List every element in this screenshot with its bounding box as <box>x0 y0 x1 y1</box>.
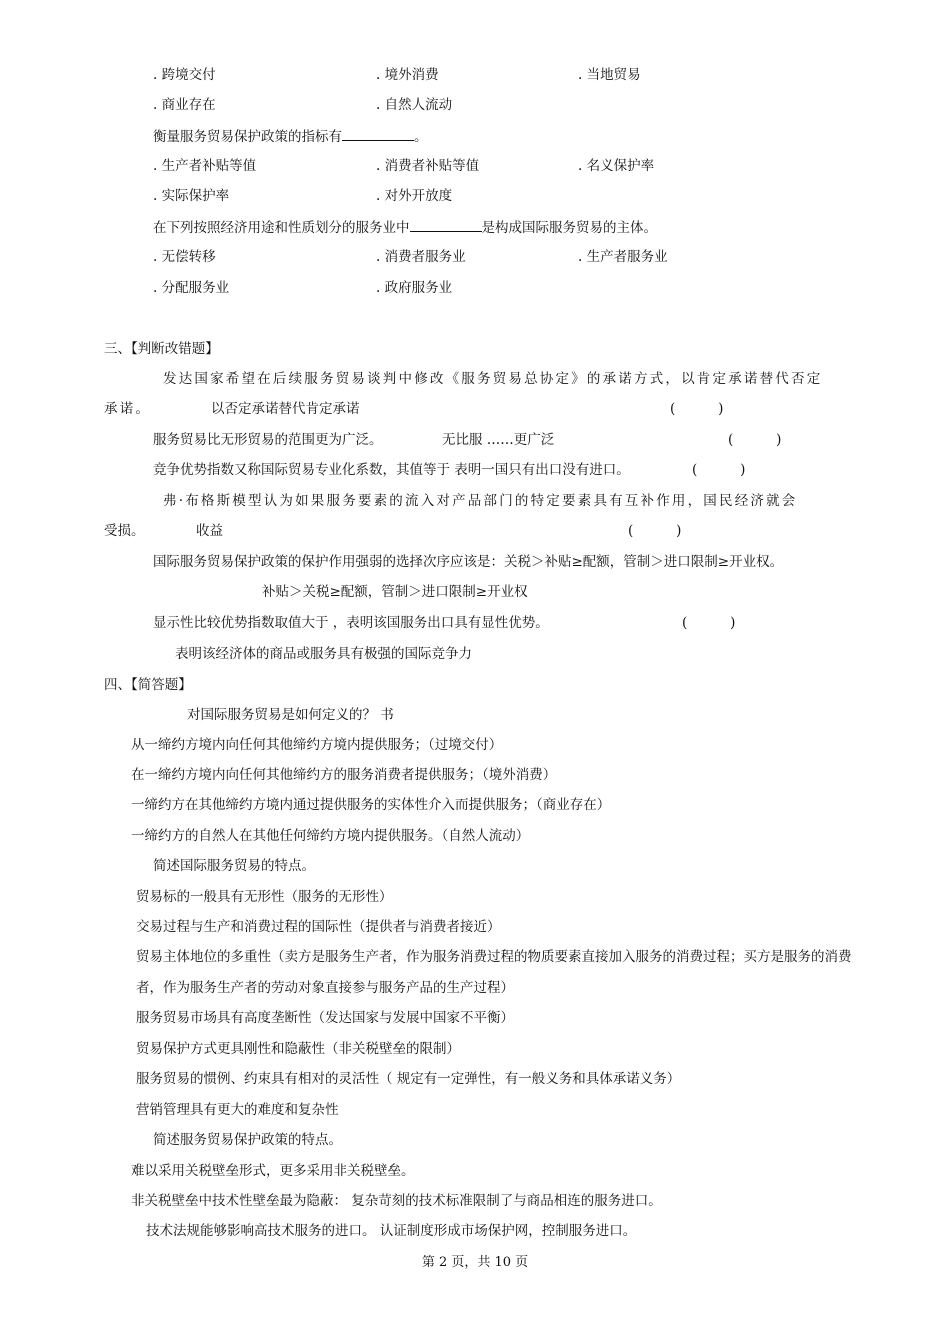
short-q1-answer-2: 在一缔约方境内向任何其他缔约方的服务消费者提供服务；（境外消费） <box>131 767 557 783</box>
section-heading-judge: 三、【判断改错题】 <box>104 341 219 357</box>
q2-stem <box>153 127 428 146</box>
judge-item-6-correction: 表明该经济体的商品或服务具有极强的国际竞争力 <box>175 646 472 662</box>
judge-item-3-answer-paren: ( ) <box>692 462 746 478</box>
short-q1: 对国际服务贸易是如何定义的？ 书 <box>187 707 394 723</box>
section-heading-short-answer: 四、【简答题】 <box>104 677 192 693</box>
judge-item-6-text: 显示性比较优势指数取值大于 ，表明该国服务出口具有显性优势。 <box>153 615 549 631</box>
answer-blank <box>410 218 482 232</box>
judge-item-2-answer-paren: ( ) <box>728 432 782 448</box>
q1-option-b: . 境外消费 <box>376 67 439 83</box>
q2-stem-text: 衡量服务贸易保护政策的指标有 <box>153 129 342 145</box>
short-q3-answer-2: 非关税壁垒中技术性壁垒最为隐蔽： 复杂苛刻的技术标准限制了与商品相连的服务进口。 <box>131 1193 662 1209</box>
q3-option-a: . 无偿转移 <box>153 249 216 265</box>
q3-option-c: . 生产者服务业 <box>578 249 668 265</box>
judge-item-4-line1: 弗·布格斯模型认为如果服务要素的流入对产品部门的特定要素具有互补作用，国民经济就会 <box>163 493 798 509</box>
q2-stem-end: 。 <box>414 129 428 145</box>
answer-blank <box>342 127 414 141</box>
q3-stem-end: 是构成国际服务贸易的主体。 <box>481 220 657 236</box>
judge-item-1-line2: 承诺。 <box>104 401 152 417</box>
judge-item-1-answer-paren: ( ) <box>670 401 724 417</box>
judge-item-5-correction: 补贴＞关税≥配额，管制＞进口限制≥开业权 <box>262 584 528 600</box>
judge-item-4-line2: 受损。 <box>104 523 145 539</box>
judge-item-2-correction: 无比服 ……更广泛 <box>442 432 555 448</box>
q3-option-b: . 消费者服务业 <box>376 249 466 265</box>
short-q3-answer-3: 技术法规能够影响高技术服务的进口。 认证制度形成市场保护网，控制服务进口。 <box>146 1223 637 1239</box>
q3-option-d: . 分配服务业 <box>153 280 230 296</box>
q2-option-d: . 实际保护率 <box>153 188 230 204</box>
q1-option-a: . 跨境交付 <box>153 67 216 83</box>
q3-stem <box>153 218 657 237</box>
short-q3-answer-1: 难以采用关税壁垒形式，更多采用非关税壁垒。 <box>131 1163 415 1179</box>
short-q2-answer-7: 营销管理具有更大的难度和复杂性 <box>136 1102 339 1118</box>
judge-item-5-text: 国际服务贸易保护政策的保护作用强弱的选择次序应该是：关税＞补贴≥配额，管制＞进口限制≥开业权。 <box>153 554 784 570</box>
q3-option-e: . 政府服务业 <box>376 280 453 296</box>
short-q2-answer-1: 贸易标的一般具有无形性（服务的无形性） <box>136 889 393 905</box>
short-q2-answer-3-cont: 者，作为服务生产者的劳动对象直接参与服务产品的生产过程） <box>136 980 514 996</box>
judge-item-1-line1: 发达国家希望在后续服务贸易谈判中修改《服务贸易总协定》的承诺方式，以肯定承诺替代否定 <box>163 371 823 387</box>
q2-option-b: . 消费者补贴等值 <box>376 158 480 174</box>
q2-option-e: . 对外开放度 <box>376 188 453 204</box>
short-q2-answer-4: 服务贸易市场具有高度垄断性（发达国家与发展中国家不平衡） <box>136 1010 514 1026</box>
judge-item-4-answer-paren: ( ) <box>628 523 682 539</box>
q3-stem-text: 在下列按照经济用途和性质划分的服务业中 <box>153 220 410 236</box>
q2-option-c: . 名义保护率 <box>578 158 655 174</box>
short-q3: 简述服务贸易保护政策的特点。 <box>153 1132 342 1148</box>
judge-item-6-answer-paren: ( ) <box>682 615 736 631</box>
q1-option-e: . 自然人流动 <box>376 97 453 113</box>
short-q2: 简述国际服务贸易的特点。 <box>153 858 315 874</box>
judge-item-3-text: 竞争优势指数又称国际贸易专业化系数，其值等于 表明一国只有出口没有进口。 <box>153 462 630 478</box>
short-q2-answer-6: 服务贸易的惯例、约束具有相对的灵活性（ 规定有一定弹性，有一般义务和具体承诺义务） <box>136 1071 681 1087</box>
short-q1-answer-3: 一缔约方在其他缔约方境内通过提供服务的实体性介入而提供服务；（商业存在） <box>131 797 611 813</box>
short-q2-answer-2: 交易过程与生产和消费过程的国际性（提供者与消费者接近） <box>136 919 501 935</box>
q1-option-d: . 商业存在 <box>153 97 216 113</box>
judge-item-2-text: 服务贸易比无形贸易的范围更为广泛。 <box>153 432 383 448</box>
short-q1-answer-1: 从一缔约方境内向任何其他缔约方境内提供服务；（过境交付） <box>131 737 503 753</box>
judge-item-1-correction: 以否定承诺替代肯定承诺 <box>211 401 360 417</box>
q1-option-c: . 当地贸易 <box>578 67 641 83</box>
judge-item-4-correction: 收益 <box>196 523 223 539</box>
short-q2-answer-3: 贸易主体地位的多重性（卖方是服务生产者，作为服务消费过程的物质要素直接加入服务的消费过程；买方是服务的消费 <box>136 949 852 965</box>
short-q1-answer-4: 一缔约方的自然人在其他任何缔约方境内提供服务。（自然人流动） <box>131 828 530 844</box>
page-footer: 第 2 页，共 10 页 <box>421 1255 529 1270</box>
short-q2-answer-5: 贸易保护方式更具刚性和隐蔽性（非关税壁垒的限制） <box>136 1041 460 1057</box>
q2-option-a: . 生产者补贴等值 <box>153 158 257 174</box>
